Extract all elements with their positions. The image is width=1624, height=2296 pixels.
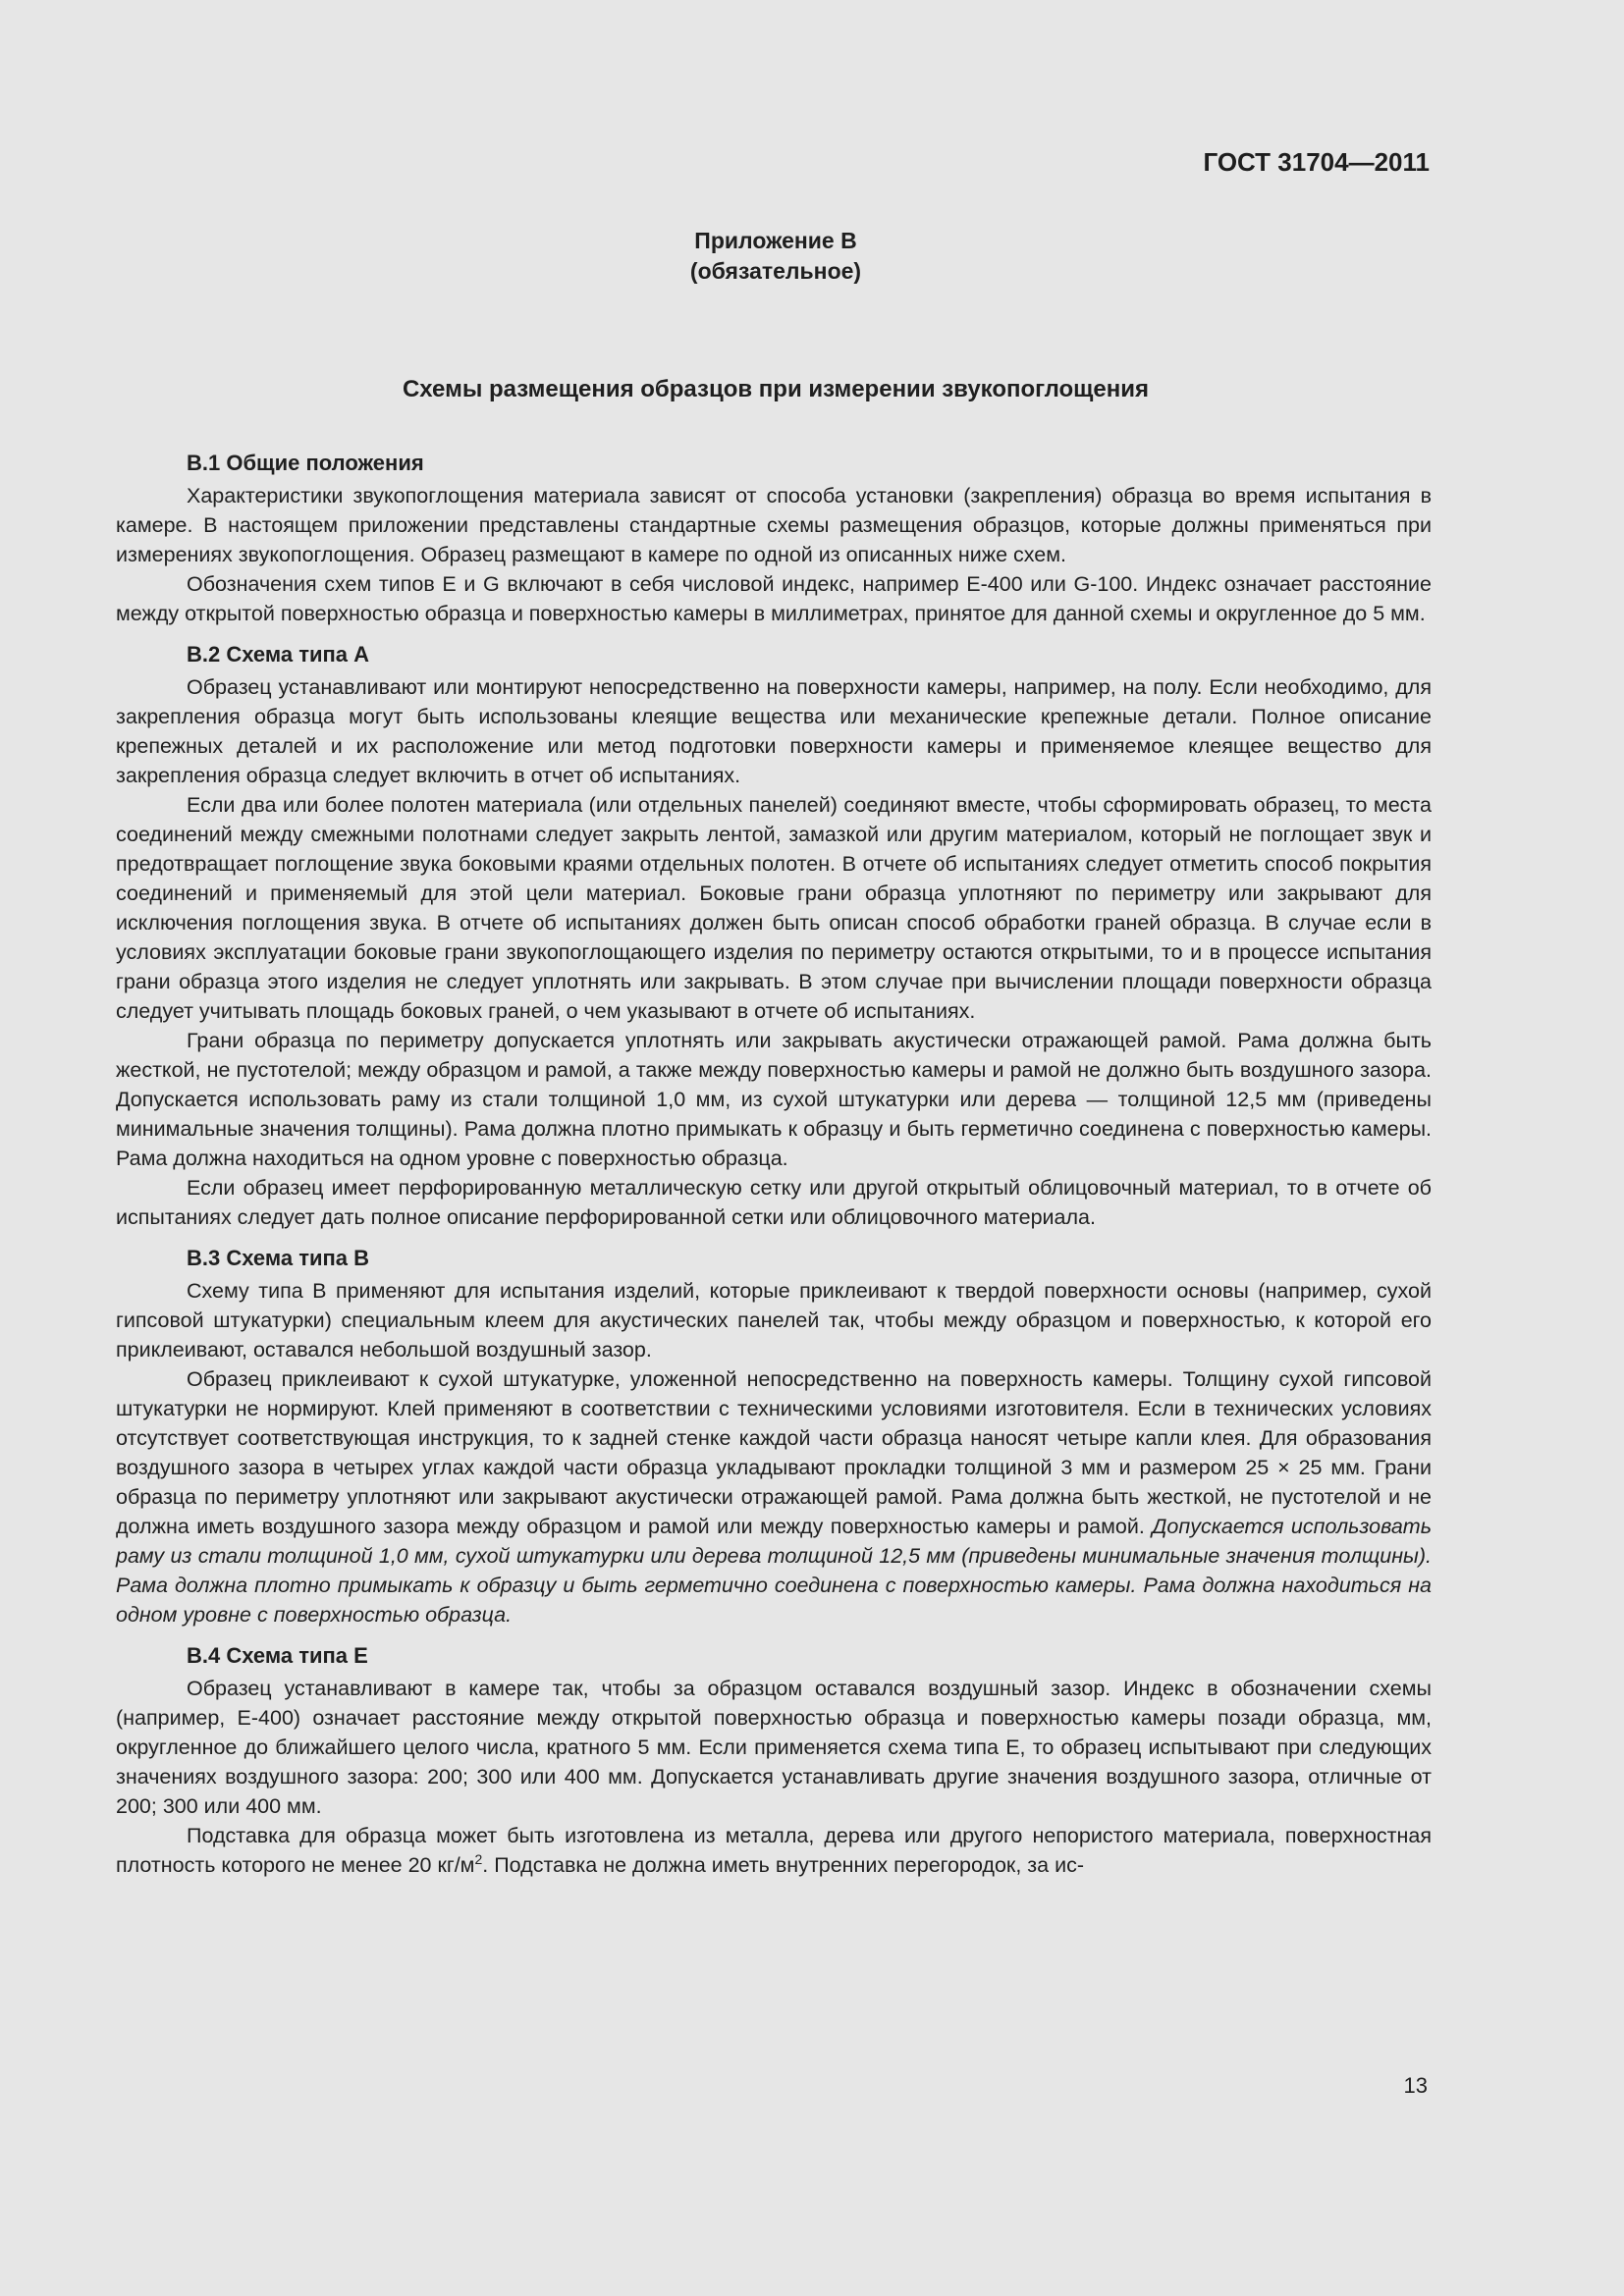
- section-heading-b2: В.2 Схема типа А: [187, 642, 370, 667]
- paragraph-with-italic: [116, 1364, 1432, 1629]
- appendix-status: (обязательное): [689, 258, 862, 284]
- document-code: ГОСТ 31704—2011: [1203, 147, 1430, 177]
- paragraph: Обозначения схем типов Е и G включают в себя числовой индекс, например Е-400 или G-100. Индекс означает расстояние между открытой поверхностью образца и поверхностью камеры в миллиметрах, принятое для данной схемы и округленное до 5 мм.: [116, 572, 1432, 625]
- paragraph-text: . Подставка не должна иметь внутренних перегородок, за ис-: [482, 1853, 1084, 1877]
- paragraph: Если два или более полотен материала (или отдельных панелей) соединяют вместе, чтобы сформировать образец, то места соединений между смежными полотнами следует закрыть лентой, замазкой или другим материалом, который не поглощает звук и предотвращает поглощение звука боковыми краями отдельных полотен. В отчете об испытаниях следует отметить способ покрытия соединений и применяемый для этой цели материал. Боковые грани образца уплотняют по периметру или закрывают для исключения поглощения звука. В отчете об испытаниях должен быть описан способ обработки граней образца. В случае если в условиях эксплуатации боковые грани звукопоглощающего изделия по периметру остаются открытыми, то и в процессе испытания грани образца этого изделия не следует уплотнять или закрывать. В этом случае при вычислении площади поверхности образца следует учитывать площадь боковых граней, о чем указывают в отчете об испытаниях.: [116, 793, 1432, 1023]
- paragraph: Схему типа В применяют для испытания изделий, которые приклеивают к твердой поверхности основы (например, сухой гипсовой штукатурки) специальным клеем для акустических панелей так, чтобы между образцом и поверхностью, к которой его приклеивают, оставался небольшой воздушный зазор.: [116, 1279, 1432, 1362]
- main-title: Схемы размещения образцов при измерении звукопоглощения: [402, 376, 1150, 402]
- italic-note: Допускается использовать раму из стали толщиной 1,0 мм, сухой штукатурки или дерева толщиной 12,5 мм (приведены минимальные значения толщины). Рама должна плотно примыкать к образцу и быть герметично соединена с поверхностью камеры. Рама должна находиться на одном уровне с поверхностью образца.: [116, 1515, 1433, 1627]
- paragraph-text: Подставка для образца может быть изготовлена из металла, дерева или другого непористого материала, поверхностная плотность которого не менее 20 кг/м: [116, 1824, 1432, 1877]
- paragraph: Характеристики звукопоглощения материала зависят от способа установки (закрепления) образца во время испытания в камере. В настоящем приложении представлены стандартные схемы размещения образцов, которые должны применяться при измерениях звукопоглощения. Образец размещают в камере по одной из описанных ниже схем.: [116, 484, 1432, 566]
- paragraph: Образец устанавливают в камере так, чтобы за образцом оставался воздушный зазор. Индекс в обозначении схемы (например, Е-400) означает расстояние между открытой поверхностью образца и поверхностью камеры позади образца, мм, округленное до ближайшего целого числа, кратного 5 мм. Если применяется схема типа Е, то образец испытывают при следующих значениях воздушного зазора: 200; 300 или 400 мм. Допускается устанавливать другие значения воздушного зазора, отличные от 200; 300 или 400 мм.: [116, 1677, 1432, 1818]
- appendix-heading: [0, 226, 1551, 287]
- page-number: 13: [1403, 2073, 1428, 2098]
- paragraph: Если образец имеет перфорированную металлическую сетку или другой открытый облицовочный материал, то в отчете об испытаниях следует дать полное описание перфорированной сетки или облицовочного материала.: [116, 1176, 1432, 1229]
- paragraph-text: Образец приклеивают к сухой штукатурке, уложенной непосредственно на поверхность камеры. Толщину сухой гипсовой штукатурки не нормируют. Клей применяют в соответствии с техническими условиями изготовителя. Если в технических условиях отсутствует соответствующая инструкция, то к задней стенке каждой части образца наносят четыре капли клея. Для образования воздушного зазора в четырех углах каждой части образца укладывают прокладки толщиной 3 мм и размером 25 × 25 мм. Грани образца по периметру уплотняют или закрывают акустически отражающей рамой. Рама должна быть жесткой, не пустотелой и не должна иметь воздушного зазора между образцом и рамой или между поверхностью камеры и рамой.: [116, 1367, 1432, 1538]
- section-heading-b4: В.4 Схема типа Е: [187, 1643, 368, 1668]
- superscript: 2: [474, 1850, 483, 1867]
- paragraph: Образец устанавливают или монтируют непосредственно на поверхности камеры, например, на полу. Если необходимо, для закрепления образца могут быть использованы клеящие вещества или механические крепежные детали. Полное описание крепежных деталей и их расположение или метод подготовки поверхности камеры и применяемое клеящее вещество для закрепления образца следует включить в отчет об испытаниях.: [116, 675, 1432, 787]
- appendix-title: Приложение В: [694, 228, 857, 253]
- section-heading-b1: В.1 Общие положения: [187, 451, 424, 475]
- section-heading-b3: В.3 Схема типа В: [187, 1246, 370, 1270]
- paragraph: Грани образца по периметру допускается уплотнять или закрывать акустически отражающей рамой. Рама должна быть жесткой, не пустотелой; между образцом и рамой, а также между поверхностью камеры и рамой не должно быть воздушного зазора. Допускается использовать раму из стали толщиной 1,0 мм, из сухой штукатурки или дерева — толщиной 12,5 мм (приведены минимальные значения толщины). Рама должна плотно примыкать к образцу и быть герметично соединена с поверхностью камеры. Рама должна находиться на одном уровне с поверхностью образца.: [116, 1029, 1432, 1170]
- document-body: [116, 449, 1432, 1880]
- paragraph-last: [116, 1821, 1432, 1880]
